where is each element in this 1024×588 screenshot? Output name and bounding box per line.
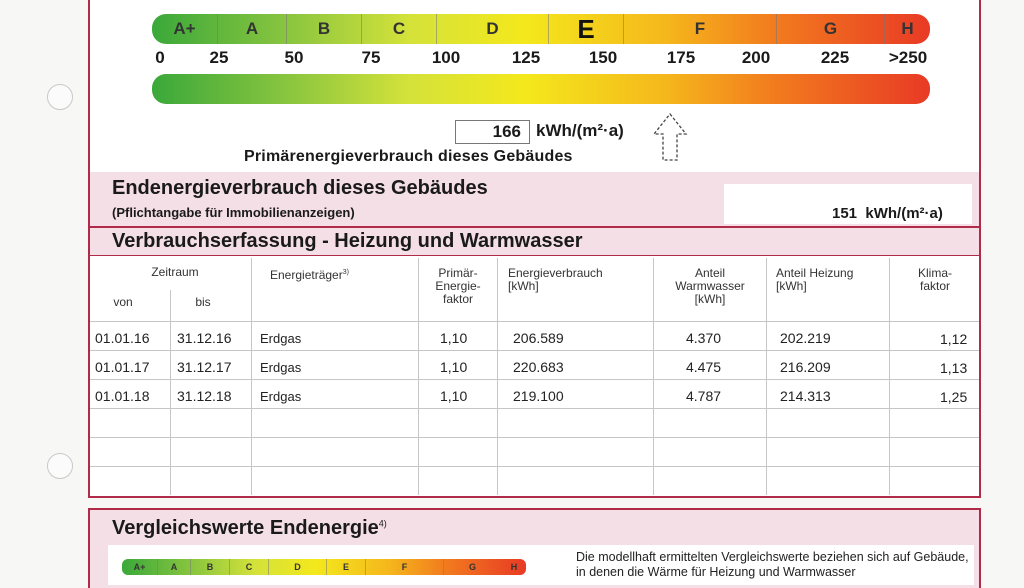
compare-class-bar <box>122 559 526 575</box>
tick-label: 0 <box>155 48 165 67</box>
header-period: Zeitraum <box>151 265 199 279</box>
row-divider <box>90 408 979 409</box>
row-divider <box>90 437 979 438</box>
cell-warm-water: 4.370 <box>686 330 722 346</box>
energy-class-a-plus: A+ <box>152 14 218 44</box>
col-divider <box>889 258 890 495</box>
compare-title-text: Vergleichswerte Endenergie <box>112 517 379 539</box>
energy-class-d: D <box>437 14 549 44</box>
row-divider <box>90 321 979 322</box>
scale-ticks <box>150 48 940 72</box>
cell-heating: 202.219 <box>780 330 831 346</box>
compare-description: Die modellhaft ermittelten Vergleichswerte beziehen sich auf Gebäude, in denen die Wärme für Heizung und Warmwasser <box>576 550 969 579</box>
compare-title <box>112 517 387 540</box>
end-energy-value <box>832 205 943 222</box>
energy-class-e-current: E <box>549 14 624 44</box>
tick-label: 225 <box>820 48 850 67</box>
row-divider <box>90 350 979 351</box>
primary-energy-unit: kWh/(m²·a) <box>536 121 624 140</box>
header-carrier-label: Energieträger <box>270 268 343 282</box>
cell-from: 01.01.18 <box>95 388 150 404</box>
end-energy-number: 151 <box>832 205 858 222</box>
cell-consumption: 219.100 <box>513 388 564 404</box>
cell-factor: 1,10 <box>440 359 468 375</box>
cell-from: 01.01.17 <box>95 359 150 375</box>
primary-energy-label: Primärenergieverbrauch dieses Gebäudes <box>244 148 573 165</box>
cell-climate: 1,25 <box>940 389 968 405</box>
header-from: von <box>113 295 133 309</box>
primary-energy-value: 166 <box>455 120 530 144</box>
tick-label: 200 <box>741 48 771 67</box>
col-divider <box>653 258 654 495</box>
cell-heating: 216.209 <box>780 359 831 375</box>
tick-label: 150 <box>588 48 618 67</box>
mini-class-b: B <box>191 559 230 575</box>
mini-class-a-plus: A+ <box>122 559 158 575</box>
header-factor: Primär- Energie- faktor <box>435 266 481 306</box>
energy-class-c: C <box>362 14 437 44</box>
punch-hole-top <box>47 84 73 110</box>
cell-heating: 214.313 <box>780 388 831 404</box>
cell-consumption: 220.683 <box>513 359 564 375</box>
cell-to: 31.12.16 <box>177 330 232 346</box>
header-carrier <box>270 266 380 282</box>
header-heating: Anteil Heizung [kWh] <box>776 266 854 293</box>
consumption-title: Verbrauchserfassung - Heizung und Warmwasser <box>112 230 583 252</box>
cell-carrier: Erdgas <box>260 389 302 404</box>
mini-class-g: G <box>444 559 502 575</box>
cell-to: 31.12.18 <box>177 388 232 404</box>
col-divider <box>418 258 419 495</box>
mini-class-e: E <box>327 559 366 575</box>
tick-label: 75 <box>361 48 381 67</box>
tick-label: 50 <box>284 48 304 67</box>
mini-class-a: A <box>158 559 191 575</box>
cell-consumption: 206.589 <box>513 330 564 346</box>
cell-factor: 1,10 <box>440 388 468 404</box>
tick-label: 175 <box>666 48 696 67</box>
mini-class-c: C <box>230 559 269 575</box>
tick-label: >250 <box>888 48 928 67</box>
energy-class-h: H <box>901 19 914 38</box>
tick-label: 25 <box>209 48 229 67</box>
energy-class-f: F <box>624 14 777 44</box>
energy-class-b: B <box>287 14 362 44</box>
mini-class-d: D <box>269 559 327 575</box>
row-divider <box>90 379 979 380</box>
punch-hole-bottom <box>47 453 73 479</box>
row-divider <box>90 466 979 467</box>
cell-warm-water: 4.787 <box>686 388 722 404</box>
header-to: bis <box>195 295 211 309</box>
cell-warm-water: 4.475 <box>686 359 722 375</box>
col-divider <box>766 258 767 495</box>
end-energy-unit: kWh/(m²·a) <box>865 205 943 222</box>
header-consumption: Energieverbrauch [kWh] <box>508 266 603 293</box>
arrow-up-icon <box>652 112 688 164</box>
cell-climate: 1,12 <box>940 331 968 347</box>
energy-class-bar <box>152 14 930 44</box>
tick-label: 100 <box>431 48 461 67</box>
end-energy-title: Endenergieverbrauch dieses Gebäudes <box>112 177 488 199</box>
header-climate: Klima- faktor <box>917 266 952 293</box>
mini-class-f: F <box>366 559 444 575</box>
cell-from: 01.01.16 <box>95 330 150 346</box>
cell-to: 31.12.17 <box>177 359 232 375</box>
col-divider <box>497 258 498 495</box>
cell-climate: 1,13 <box>940 360 968 376</box>
cell-carrier: Erdgas <box>260 360 302 375</box>
energy-class-g: G <box>777 14 885 44</box>
compare-title-note: 4) <box>378 518 387 529</box>
energy-class-a: A <box>218 14 287 44</box>
col-divider <box>251 258 252 495</box>
cell-factor: 1,10 <box>440 330 468 346</box>
header-carrier-note: 3) <box>342 269 349 276</box>
header-warm-water: Anteil Warmwasser [kWh] <box>675 266 745 306</box>
tick-label: 125 <box>511 48 541 67</box>
mini-class-h: H <box>510 562 518 572</box>
cell-carrier: Erdgas <box>260 331 302 346</box>
energy-gradient-bar <box>152 74 930 104</box>
end-energy-subtitle: (Pflichtangabe für Immobilienanzeigen) <box>112 205 355 220</box>
